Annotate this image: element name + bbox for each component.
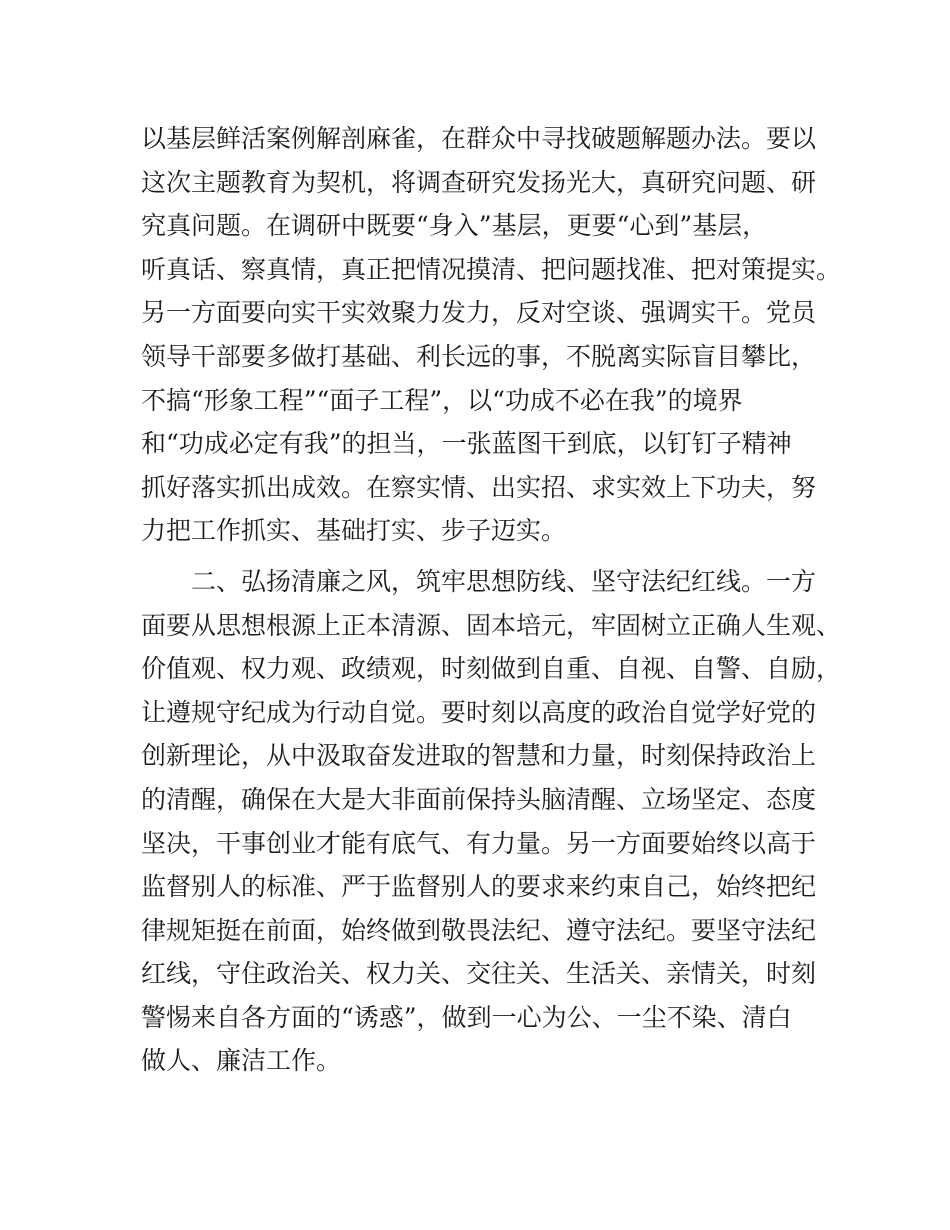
paragraph-spacer [141, 553, 821, 560]
text-line: 领导干部要多做打基础、利长远的事，不脱离实际盲目攀比， [141, 341, 817, 371]
document-body [141, 117, 842, 1083]
text-line: 创新理论，从中汲取奋发进取的智慧和力量，时刻保持政治上 [141, 741, 817, 771]
text-line: 警惕来自各方面的“诱惑”，做到一心为公、一尘不染、清白 [141, 1002, 792, 1032]
text-line: 监督别人的标准、严于监督别人的要求来约束自己，始终把纪 [141, 872, 817, 902]
text-line: 让遵规守纪成为行动自觉。要时刻以高度的政治自觉学好党的 [141, 697, 817, 727]
text-line: 坚决，干事创业才能有底气、有力量。另一方面要始终以高于 [141, 828, 817, 858]
text-line: 的清醒，确保在大是大非面前保持头脑清醒、立场坚定、态度 [141, 784, 817, 814]
text-line: 和“功成必定有我”的担当，一张蓝图干到底，以钉钉子精神 [141, 429, 792, 459]
text-line: 面要从思想根源上正本清源、固本培元，牢固树立正确人生观、 [141, 610, 842, 640]
text-line: 听真话、察真情，真正把情况摸清、把问题找准、把对策提实。 [141, 254, 842, 284]
text-line: 这次主题教育为契机，将调查研究发扬光大，真研究问题、研 [141, 167, 817, 197]
paragraph-continuation [141, 117, 842, 553]
text-line: 力把工作抓实、基础打实、步子迈实。 [141, 516, 567, 546]
text-line: 另一方面要向实干实效聚力发力，反对空谈、强调实干。党员 [141, 298, 817, 328]
text-line: 究真问题。在调研中既要“身入”基层，更要“心到”基层， [141, 211, 768, 241]
text-line: 做人、廉洁工作。 [141, 1046, 342, 1076]
text-line: 律规矩挺在前面，始终做到敬畏法纪、遵守法纪。要坚守法纪 [141, 915, 817, 945]
text-line: 以基层鲜活案例解剖麻雀，在群众中寻找破题解题办法。要以 [141, 124, 817, 153]
text-line: 抓好落实抓出成效。在察实情、出实招、求实效上下功夫，努 [141, 472, 817, 502]
paragraph-section-two [141, 560, 842, 1083]
text-line: 价值观、权力观、政绩观，时刻做到自重、自视、自警、自励， [141, 654, 842, 684]
text-line-first: 二、弘扬清廉之风，筑牢思想防线、坚守法纪红线。一方 [191, 566, 817, 596]
text-line: 不搞“形象工程”“面子工程”，以“功成不必在我”的境界 [141, 385, 743, 415]
text-line: 红线，守住政治关、权力关、交往关、生活关、亲情关，时刻 [141, 959, 817, 989]
